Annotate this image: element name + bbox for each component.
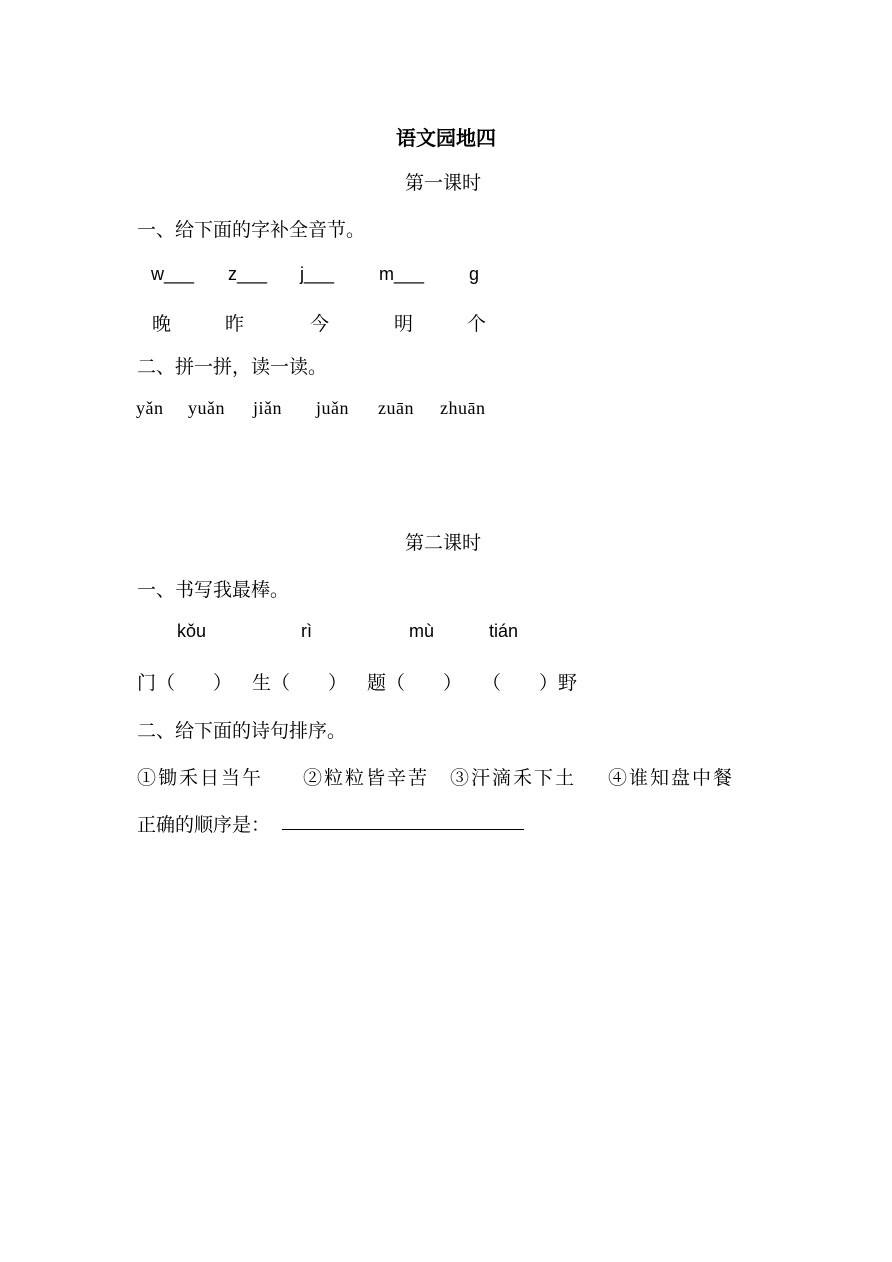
pinyin-hint-4: tián [489,621,519,641]
fill-blank-3[interactable]: 题（ ） [367,672,463,694]
lesson2-q2-prompt: 二、给下面的诗句排序。 [137,720,347,742]
pinyin-blank-3: j___ [300,264,335,284]
syllable-5: zuān [378,398,414,418]
poem-line-3: ③汗滴禾下土 [450,767,577,789]
pinyin-hint-2: rì [301,621,312,641]
page-title: 语文园地四 [396,126,496,150]
poem-line-4: ④谁知盘中餐 [608,767,735,789]
syllable-4: juǎn [316,398,349,418]
poem-line-1: ①锄禾日当午 [137,767,264,789]
answer-line[interactable] [282,829,524,830]
lesson1-heading: 第一课时 [405,172,482,194]
syllable-2: yuǎn [188,398,225,418]
pinyin-blank-1: w___ [151,264,195,284]
pinyin-hint-3: mù [409,621,435,641]
char-5: 个 [467,313,487,335]
lesson2-heading: 第二课时 [405,532,482,554]
lesson2-q1-prompt: 一、书写我最棒。 [137,579,290,601]
pinyin-blank-2: z___ [228,264,268,284]
fill-blank-4[interactable]: （ ）野 [482,672,578,694]
lesson1-q2-prompt: 二、拼一拼，读一读。 [137,356,328,378]
char-1: 晚 [152,313,172,335]
pinyin-blank-4: m___ [379,264,425,284]
fill-blank-2[interactable]: 生（ ） [252,672,348,694]
pinyin-blank-5: g [469,264,480,284]
syllable-6: zhuān [440,398,486,418]
lesson1-q1-prompt: 一、给下面的字补全音节。 [137,219,366,241]
pinyin-hint-1: kǒu [177,621,207,641]
fill-blank-1[interactable]: 门（ ） [137,672,233,694]
char-2: 昨 [225,313,245,335]
char-3: 今 [310,313,330,335]
syllable-3: jiǎn [253,398,282,418]
syllable-1: yǎn [136,398,164,418]
answer-label: 正确的顺序是： [137,814,271,836]
poem-line-2: ②粒粒皆辛苦 [303,767,430,789]
char-4: 明 [394,313,414,335]
